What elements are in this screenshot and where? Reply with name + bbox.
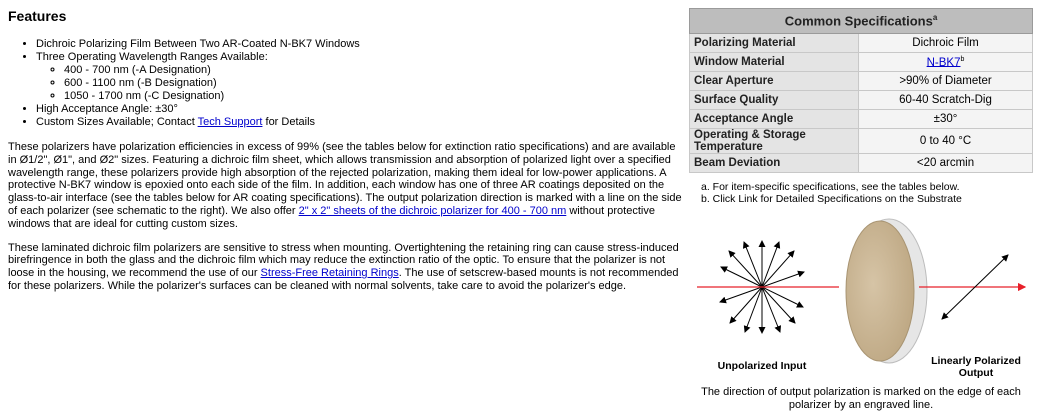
diagram-caption: The direction of output polarization is marked on the edge of each polarizer by an engraved line.	[701, 386, 1021, 411]
feature-item	[36, 51, 684, 103]
wavelength-range-item: ◦ 400 - 700 nm (-A Designation)	[64, 64, 684, 77]
custom-sizes-suffix: for Details	[262, 116, 316, 128]
spec-value: <20 arcmin	[859, 154, 1033, 173]
feature-item: • Dichroic Polarizing Film Between Two AR-Coated N-BK7 Windows	[36, 38, 684, 51]
features-section	[8, 8, 684, 293]
footnote: b. Click Link for Detailed Specifications on the Substrate	[701, 193, 962, 205]
tech-support-link[interactable]: Tech Support	[197, 116, 263, 128]
spec-value: >90% of Diameter	[859, 72, 1033, 91]
table-row	[690, 110, 1033, 129]
spec-label: Window Material	[690, 53, 859, 72]
table-row	[690, 91, 1033, 110]
feature-list	[8, 38, 684, 129]
spec-value: 0 to 40 °C	[859, 129, 1033, 154]
feature-item	[36, 116, 684, 129]
output-label: Linearly Polarized Output	[931, 355, 1021, 379]
table-row	[690, 34, 1033, 53]
table-title: Common Specifications$^a$	[690, 9, 1033, 34]
spec-label: Surface Quality	[690, 91, 859, 110]
spec-label: Acceptance Angle	[690, 110, 859, 129]
common-specifications-table	[689, 8, 1033, 173]
spec-value: ±30°	[859, 110, 1033, 129]
spec-label: Polarizing Material	[690, 34, 859, 53]
wavelength-range-list	[36, 64, 684, 103]
feature-item: • High Acceptance Angle: ±30°	[36, 103, 684, 116]
paragraph-text: These polarizers have polarization efficiencies in excess of 99% (see the tables below for extinction ratio specifications) and are available in Ø1/2", Ø1", and Ø2" sizes. Featuring a dichroic film sheet, which allows transmission and absorption of polarized light over a specified wavelength range, these polarizers provide high absorption of the rejected polarization, making them ideal for low-power applications. A protective N-BK7 window is epoxied onto each side of the film. In addition, each window has one of three AR coatings deposited on the glass-to-air interface (see the tables below for AR coating specifications). The output polarization direction is marked with a line on the side of each polarizer (see schematic to the right). We also offer	[8, 141, 682, 217]
paragraph-text: . The use of setscrew-based mounts is not recommended for these polarizers. While the polarizer's surfaces can be cleaned with normal solvents, take care to avoid the polarizer's edge.	[8, 267, 679, 292]
table-row	[690, 129, 1033, 154]
spec-value: Dichroic Film	[859, 34, 1033, 53]
paragraph-text: without protective windows that are ideal for cutting custom sizes.	[8, 204, 655, 230]
footnote-marker: b	[960, 55, 965, 63]
feature-item-label: Three Operating Wavelength Ranges Available:	[36, 51, 268, 63]
table-footnotes	[701, 181, 1033, 205]
table-row	[690, 154, 1033, 173]
table-row	[690, 72, 1033, 91]
paragraph-text: These laminated dichroic film polarizers are sensitive to stress when mounting. Overtightening the retaining ring can cause stress-induced birefringence in both the glass and the dichroic film which may reduce the extinction ratio of the optic. To ensure that the polarizer is not loose in the housing, we recommend the use of our	[8, 241, 679, 280]
spec-label: Clear Aperture	[690, 72, 859, 91]
wavelength-range-item: ◦ 1050 - 1700 nm (-C Designation)	[64, 90, 684, 103]
wavelength-range-item: ◦ 600 - 1100 nm (-B Designation)	[64, 77, 684, 90]
spec-label: Beam Deviation	[690, 154, 859, 173]
table-row	[690, 53, 1033, 72]
window-material-link[interactable]: N-BK7	[926, 56, 961, 69]
spec-label: Operating & Storage Temperature	[690, 129, 859, 154]
features-title: Features	[8, 8, 67, 24]
retaining-rings-link[interactable]: Stress-Free Retaining Rings	[260, 267, 399, 280]
specs-panel	[689, 8, 1033, 411]
input-label: Unpolarized Input	[717, 360, 807, 372]
polarizer-sheets-link[interactable]: 2" x 2" sheets of the dichroic polarizer for 400 - 700 nm	[298, 204, 567, 217]
spec-value: 60-40 Scratch-Dig	[859, 91, 1033, 110]
footnote: a. For item-specific specifications, see the tables below.	[701, 181, 960, 193]
polarizer-disc	[846, 219, 927, 363]
mounting-paragraph	[8, 242, 684, 293]
description-paragraph	[8, 141, 684, 231]
custom-sizes-text: Custom Sizes Available; Contact	[36, 116, 198, 128]
spec-value	[859, 53, 1033, 72]
